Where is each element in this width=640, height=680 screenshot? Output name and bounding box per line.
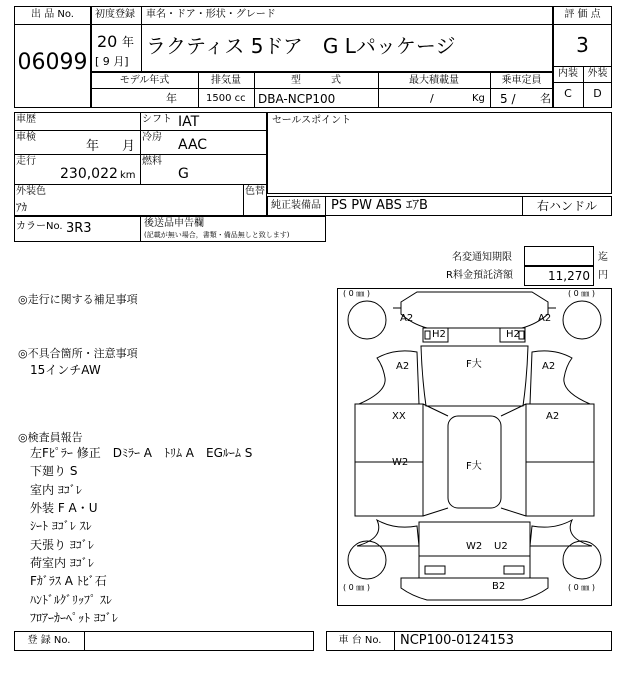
chassis-value: NCP100-0124153 [400,633,515,648]
inspector-title: ◎検査員報告 [18,431,83,444]
shift-label: シフト [142,114,172,125]
grade-label: 評 価 点 [564,9,601,20]
wheel-tl-label: ( 0 ㎜ ) [343,289,370,298]
first-reg-month: [ 9 月] [95,55,129,68]
reg-no-label: 登 録 No. [27,635,71,646]
rear-door-left [355,462,423,516]
inspection-month: 月 [122,139,136,154]
deadline-label: 名変通知期限 [452,252,512,263]
inspector-line: 外装 F A・U [30,501,98,515]
inspector-line: 下廻り S [30,464,78,478]
chassis-label: 車 台 No. [338,635,382,646]
car-diagram [337,288,612,606]
defects-title: ◎不具合箇所・注意事項 [18,347,138,360]
fender-left [359,351,419,404]
selling-points-label: セールスポイント [272,115,352,126]
rear-left-label: W2 [466,541,483,552]
headlight-right-label: H2 [506,329,520,340]
handle-value: 右ハンドル [536,199,597,213]
inspector-line: ﾌﾛｱｰｶｰﾍﾟｯﾄ ﾖｺﾞﾚ [30,611,118,625]
mileage-label: 走行 [16,156,36,167]
color-label: 外装色 [16,186,46,197]
front-bumper [401,292,548,328]
capacity-value: 5 / [500,92,516,106]
car-name: ラクティス 5ドア G Lパッケージ [146,34,456,58]
first-reg-year: 20 [97,32,118,51]
equipment-value: PS PW ABS ｴｱB [331,198,428,213]
front-door-left [355,404,423,462]
type-value: DBA-NCP100 [258,92,336,106]
recycle-label: R料金預託済額 [446,270,513,281]
hood-label: F大 [466,359,482,370]
inspector-line: Fｶﾞﾗｽ A ﾄﾋﾞ石 [30,574,107,588]
defect-item: 15インチAW [30,363,101,377]
type-label: 型 式 [291,75,341,86]
inspector-line: ﾊﾝﾄﾞﾙｸﾞﾘｯﾌﾟ ｽﾚ [30,593,112,607]
bumper-front-left-label: A2 [400,313,414,324]
fender-left-label: A2 [396,361,410,372]
fender-right-label: A2 [542,361,556,372]
docs-label: 後送品申告欄 [144,218,204,229]
mileage-unit: km [120,170,136,181]
inspector-line: 天張り ﾖｺﾞﾚ [30,538,94,552]
roof-label: F大 [466,461,482,472]
recycle-unit: 円 [598,270,608,281]
grade-value: 3 [576,33,589,57]
deadline-unit: 迄 [598,252,608,263]
bumper-front-right-label: A2 [538,313,552,324]
aircon-label: 冷房 [142,132,162,143]
headlight-left-label: H2 [432,329,446,340]
shift-value: IAT [178,114,200,130]
hood-panel [421,346,528,406]
max-load-slash: / [430,92,434,105]
inspector-line: 荷室内 ﾖｺﾞﾚ [30,556,94,570]
rear-door-left-label: W2 [392,457,409,468]
interior-grade: C [564,87,572,100]
wheel-bl-label: ( 0 ㎜ ) [343,583,370,592]
wheel-front-right [563,301,601,339]
diagram-frame [338,289,612,606]
exterior-label: 外装 [587,68,608,79]
deadline-box [524,246,594,266]
wheel-rear-left [348,541,386,579]
driving-notes-title: ◎走行に関する補足事項 [18,293,138,306]
front-door-right-label: A2 [546,411,560,422]
color-no-value: 3R3 [66,221,92,236]
rear-bumper [401,578,548,600]
wheel-front-left [348,301,386,339]
exterior-grade: D [593,87,602,100]
rear-bumper-label: B2 [492,581,506,592]
capacity-unit: 名 [540,92,551,105]
displacement-value: 1500 cc [206,93,246,104]
rear-right-label: U2 [494,541,508,552]
wheel-tr-label: ( 0 ㎜ ) [568,289,595,298]
color-change-label: 色替 [245,186,265,197]
fender-right [530,351,590,404]
inspection-label: 車検 [16,132,36,143]
lot-label: 出 品 No. [31,9,74,20]
recycle-amount: 11,270 [548,269,590,283]
max-load-unit: Kg [472,93,485,104]
first-reg-year-unit: 年 [122,35,135,49]
capacity-label: 乗車定員 [501,75,542,86]
car-name-label: 車名・ドア・形状・グレード [146,9,276,20]
history-label: 車歴 [16,114,36,125]
lot-number: 06099 [17,50,88,75]
color-no-label: カラーNo. [16,221,63,232]
inspection-year: 年 [86,139,100,154]
model-year-label: モデル年式 [119,75,170,86]
wheel-rear-right [563,541,601,579]
docs-note: (記載が無い場合，書類・備品無しと致します) [144,231,290,239]
displacement-label: 排気量 [211,75,241,86]
rear-quarter-left [357,520,419,546]
front-door-right [526,404,594,462]
fuel-label: 燃料 [142,156,162,167]
fuel-value: G [178,166,189,182]
model-year-unit: 年 [166,92,177,105]
inspector-line: 左Fﾋﾟﾗｰ 修正 Dﾐﾗｰ A ﾄﾘﾑ A EGﾙｰﾑ S [30,446,253,460]
first-reg-label: 初度登録 [95,9,135,20]
color-value: ｱｶ [16,201,27,214]
equipment-label: 純正装備品 [271,200,321,211]
mileage-value: 230,022 [60,166,118,182]
rear-quarter-right [530,520,592,546]
rear-combo [419,556,530,578]
interior-label: 内装 [558,68,578,79]
max-load-label: 最大積載量 [409,75,459,86]
rear-door-right [526,462,594,516]
aircon-value: AAC [178,137,208,153]
inspector-line: 室内 ﾖｺﾞﾚ [30,483,82,497]
wheel-br-label: ( 0 ㎜ ) [568,583,595,592]
inspector-line: ｼｰﾄ ﾖｺﾞﾚ ｽﾚ [30,519,92,533]
front-door-left-label: XX [392,411,406,422]
